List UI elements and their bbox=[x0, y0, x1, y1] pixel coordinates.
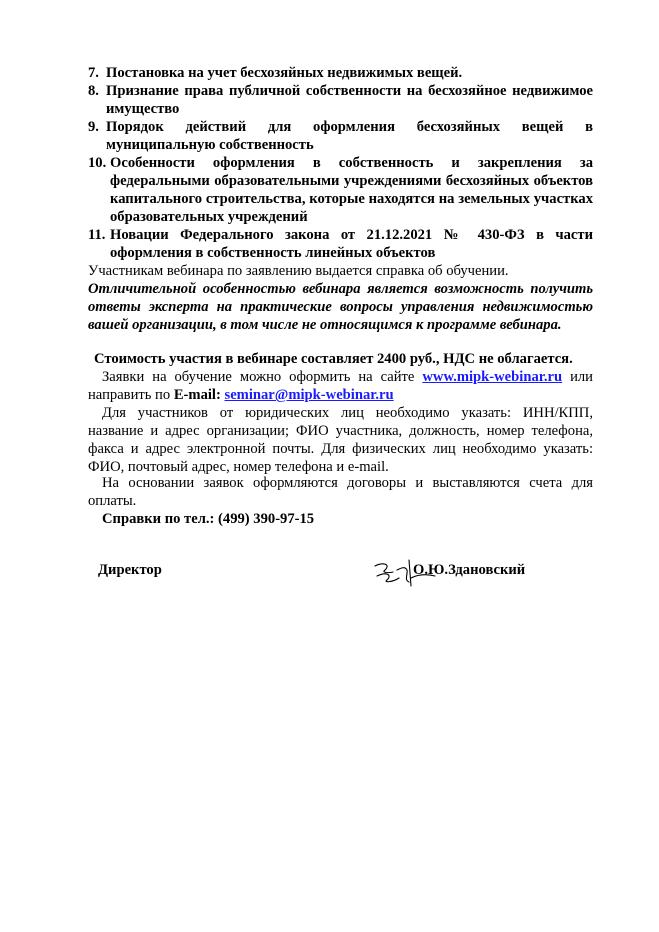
list-item-text: Особенности оформления в собственность и закрепления за федеральными образовательными учреждениями бесхозяйных объектов капитального строительства, которые находятся на земельных участках образовательных учреждений bbox=[110, 155, 593, 225]
signature-block bbox=[88, 560, 593, 600]
apply-paragraph bbox=[88, 368, 593, 404]
email-label: E-mail: bbox=[173, 387, 221, 403]
list-item-number: 11. bbox=[88, 227, 106, 243]
list-item-text: Постановка на учет бесхозяйных недвижимых вещей. bbox=[106, 65, 463, 81]
phone-paragraph: Справки по тел.: (499) 390-97-15 bbox=[102, 511, 315, 527]
list-item bbox=[88, 226, 593, 262]
website-link[interactable]: www.mipk-webinar.ru bbox=[422, 369, 563, 385]
list-item-number: 9. bbox=[88, 119, 99, 135]
signer-name: О.Ю.Здановский bbox=[413, 562, 526, 578]
list-item-text: Признание права публичной собственности на бесхозяйное недвижимое имущество bbox=[106, 83, 593, 117]
list-item-number: 8. bbox=[88, 83, 99, 99]
list-item bbox=[88, 64, 593, 82]
price-paragraph: Стоимость участия в вебинаре составляет 2400 руб., НДС не облагается. bbox=[94, 351, 573, 367]
email-link[interactable]: seminar@mipk-webinar.ru bbox=[224, 387, 394, 403]
list-item bbox=[88, 118, 593, 154]
program-list bbox=[88, 64, 593, 262]
list-item bbox=[88, 82, 593, 118]
list-item bbox=[88, 154, 593, 226]
signer-title: Директор bbox=[98, 562, 162, 578]
list-item-text: Порядок действий для оформления бесхозяйных вещей в муниципальную собственность bbox=[106, 119, 593, 153]
certificate-paragraph: Участникам вебинара по заявлению выдается справка об обучении. bbox=[88, 263, 509, 279]
list-item-number: 7. bbox=[88, 65, 99, 81]
feature-paragraph: Отличительной особенностью вебинара является возможность получить ответы эксперта на практические вопросы управления недвижимостью вашей организации, в том числе не относящимся к программе вебинара. bbox=[88, 281, 593, 333]
contracts-paragraph: На основании заявок оформляются договоры и выставляются счета для оплаты. bbox=[88, 475, 593, 509]
requirements-paragraph: Для участников от юридических лиц необходимо указать: ИНН/КПП, название и адрес организации; ФИО участника, должность, номер телефона, факса и адрес электронной почты. Для физических лиц необходимо указать: ФИО, почтовый адрес, номер телефона и e-mail. bbox=[88, 405, 593, 475]
list-item-text: Новации Федерального закона от 21.12.2021 № 430-ФЗ в части оформления в собственность линейных объектов bbox=[110, 227, 593, 261]
list-item-number: 10. bbox=[88, 155, 107, 171]
apply-text-between: или направить по bbox=[88, 369, 593, 403]
apply-text-before: Заявки на обучение можно оформить на сайте bbox=[102, 369, 415, 385]
